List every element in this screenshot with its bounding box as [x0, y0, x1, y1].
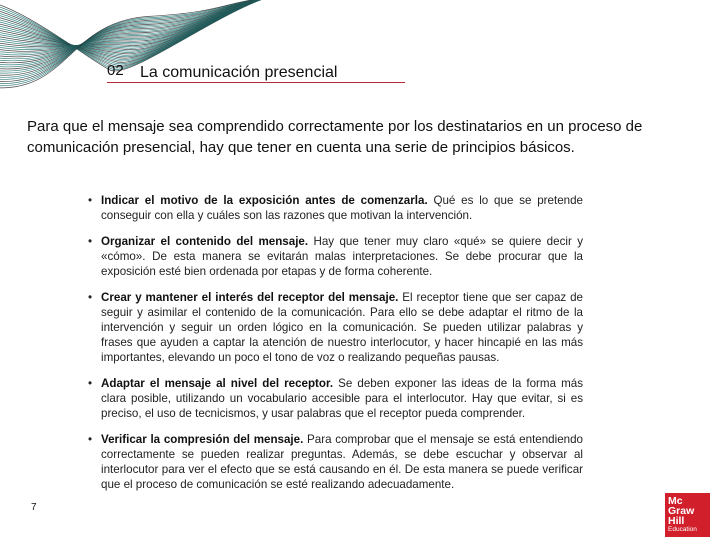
logo-text: Graw: [668, 505, 695, 517]
list-item: • Crear y mantener el interés del receptor del mensaje. El receptor tiene que ser capaz de seguir y asimilar el contenido de la comunicación. Para ello se debe adaptar el ritmo de la intervención y seguir un orden lógico en la comunicación. Se pueden utilizar palabras y frases que ayuden a captar la atención de nuestro interlocutor, y hacer hincapié en las más importantes, elevando un poco el tono de voz o realizando pequeñas pausas.: [88, 291, 583, 364]
item-lead: Crear y mantener el interés del receptor del mensaje.: [101, 291, 399, 304]
item-lead: Organizar el contenido del mensaje.: [101, 235, 309, 248]
item-text: El receptor tiene que ser capaz de seguir y asimilar el contenido de la comunicación. Para ello se debe adaptar el ritmo de la intervención y seguir un orden lógico en la comunicación. Se pueden utilizar palabras y frases que ayuden a captar la atención de nuestro interlocutor, y hacer hincapié en las más importantes, elevando un poco el tono de voz o realizando pequeñas pausas.: [101, 291, 583, 364]
item-text: Para comprobar que el mensaje se está entendiendo correctamente se pueden realizar preguntas. Además, se debe escuchar y observar al interlocutor para ver el efecto que se está causando en él. De esta manera se puede verificar que el proceso de comunicación se esté realizando adecuadamente.: [101, 433, 584, 491]
item-lead: Adaptar el mensaje al nivel del receptor.: [101, 377, 334, 390]
page-number: 7: [31, 502, 37, 513]
section-title-text: La comunicación presencial: [140, 64, 338, 81]
logo-text: Education: [668, 526, 697, 533]
intro-paragraph: Para que el mensaje sea comprendido correctamente por los destinatarios en un proceso de comunicación presencial, hay que tener en cuenta una serie de principios básicos.: [27, 118, 643, 156]
list-item: • Indicar el motivo de la exposición antes de comenzarla. Qué es lo que se pretende conseguir con ella y cuáles son las razones que motivan la intervención.: [88, 194, 584, 222]
item-lead: Verificar la compresión del mensaje.: [101, 433, 304, 446]
logo-text: Hill: [668, 515, 685, 527]
item-text: Se deben exponer las ideas de la forma más clara posible, utilizando un vocabulario accesible para el interlocutor. Hay que evitar, si es preciso, el uso de tecnicismos, y usar palabras que el receptor pueda comprender.: [101, 377, 583, 420]
logo-text: Mc: [668, 495, 683, 507]
list-item: • Verificar la compresión del mensaje. Para comprobar que el mensaje se está entendiendo correctamente se pueden realizar preguntas. Además, se debe escuchar y observar al interlocutor para ver el efecto que se está causando en él. De esta manera se puede verificar que el proceso de comunicación se esté realizando adecuadamente.: [88, 433, 584, 491]
list-item: • Organizar el contenido del mensaje. Hay que tener muy claro «qué» se quiere decir y «cómo». De esta manera se evitarán malas interpretaciones. Se debe procurar que la exposición esté bien ordenada por etapas y de forma coherente.: [88, 235, 583, 278]
item-text: Qué es lo que se pretende conseguir con ella y cuáles son las razones que motivan la intervención.: [101, 194, 584, 222]
section-number: 02: [107, 62, 124, 79]
section-title: [107, 60, 405, 83]
item-text: Hay que tener muy claro «qué» se quiere decir y «cómo». De esta manera se evitarán malas interpretaciones. Se debe procurar que la exposición esté bien ordenada por etapas y de forma coherente.: [101, 235, 583, 278]
mcgraw-hill-logo: [665, 493, 710, 537]
principles-list: [88, 193, 583, 503]
item-lead: Indicar el motivo de la exposición antes de comenzarla.: [101, 194, 428, 207]
list-item: • Adaptar el mensaje al nivel del receptor. Se deben exponer las ideas de la forma más clara posible, utilizando un vocabulario accesible para el interlocutor. Hay que evitar, si es preciso, el uso de tecnicismos, y usar palabras que el receptor pueda comprender.: [88, 377, 583, 420]
